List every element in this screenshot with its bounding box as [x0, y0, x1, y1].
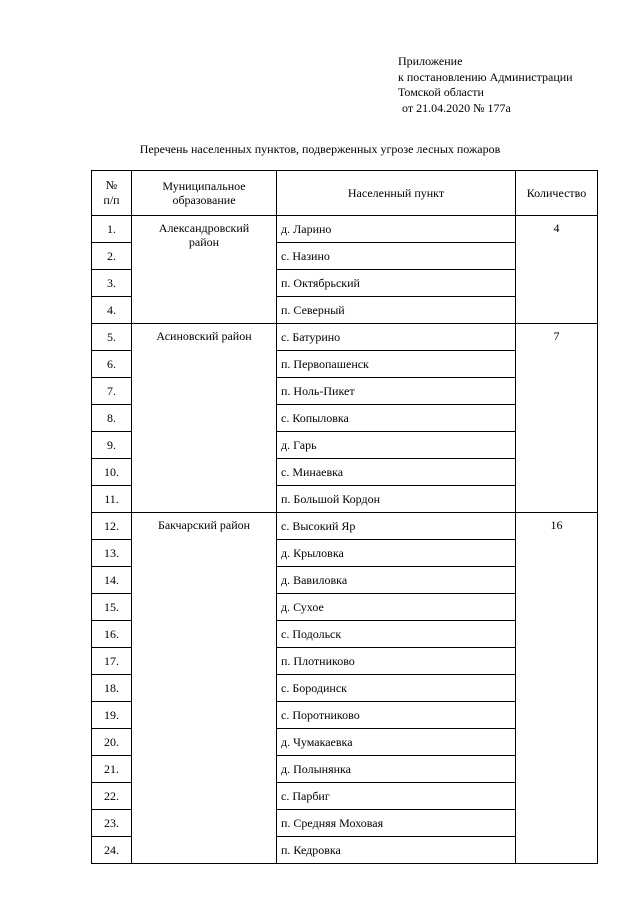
count-cell: 16: [516, 513, 598, 864]
row-number: 18.: [92, 675, 132, 702]
settlement-cell: с. Поротниково: [277, 702, 516, 729]
settlement-cell: д. Гарь: [277, 432, 516, 459]
row-number: 12.: [92, 513, 132, 540]
resolution-date: от 21.04.2020 № 177а: [402, 100, 511, 115]
row-number: 14.: [92, 567, 132, 594]
row-number: 21.: [92, 756, 132, 783]
row-number: 22.: [92, 783, 132, 810]
settlement-cell: д. Чумакаевка: [277, 729, 516, 756]
settlement-cell: п. Плотниково: [277, 648, 516, 675]
appendix-header: [398, 54, 573, 116]
settlements-table: [91, 170, 598, 864]
row-number: 5.: [92, 324, 132, 351]
appendix-label: Приложение: [398, 54, 463, 68]
row-number: 1.: [92, 216, 132, 243]
table-body: [92, 216, 598, 864]
row-number: 10.: [92, 459, 132, 486]
settlement-cell: п. Ноль-Пикет: [277, 378, 516, 405]
row-number: 13.: [92, 540, 132, 567]
settlement-cell: с. Подольск: [277, 621, 516, 648]
settlement-cell: д. Крыловка: [277, 540, 516, 567]
region-name: Томской области: [398, 85, 484, 99]
count-cell: 7: [516, 324, 598, 513]
row-number: 15.: [92, 594, 132, 621]
row-number: 4.: [92, 297, 132, 324]
settlement-cell: п. Средняя Моховая: [277, 810, 516, 837]
table-row: [92, 513, 598, 540]
row-number: 6.: [92, 351, 132, 378]
row-number: 16.: [92, 621, 132, 648]
row-number: 11.: [92, 486, 132, 513]
row-number: 24.: [92, 837, 132, 864]
header-municipality: Муниципальное образование: [132, 171, 277, 216]
settlement-cell: п. Кедровка: [277, 837, 516, 864]
table-header-row: [92, 171, 598, 216]
municipality-cell: Александровский район: [132, 216, 277, 324]
settlement-cell: д. Ларино: [277, 216, 516, 243]
row-number: 3.: [92, 270, 132, 297]
table-row: [92, 216, 598, 243]
settlement-cell: п. Большой Кордон: [277, 486, 516, 513]
settlement-cell: д. Полынянка: [277, 756, 516, 783]
document-title: Перечень населенных пунктов, подверженных угрозе лесных пожаров: [139, 142, 501, 156]
count-cell: 4: [516, 216, 598, 324]
settlement-cell: п. Северный: [277, 297, 516, 324]
settlement-cell: с. Бородинск: [277, 675, 516, 702]
row-number: 20.: [92, 729, 132, 756]
header-settlement: Населенный пункт: [277, 171, 516, 216]
settlement-cell: с. Высокий Яр: [277, 513, 516, 540]
table-row: [92, 324, 598, 351]
row-number: 2.: [92, 243, 132, 270]
row-number: 7.: [92, 378, 132, 405]
header-num: № п/п: [92, 171, 132, 216]
municipality-cell: Бакчарский район: [132, 513, 277, 864]
row-number: 9.: [92, 432, 132, 459]
row-number: 23.: [92, 810, 132, 837]
settlement-cell: с. Копыловка: [277, 405, 516, 432]
settlement-cell: с. Минаевка: [277, 459, 516, 486]
resolution-ref: к постановлению Администрации: [398, 69, 573, 84]
municipality-cell: Асиновский район: [132, 324, 277, 513]
settlement-cell: п. Октябрьский: [277, 270, 516, 297]
settlement-cell: с. Назино: [277, 243, 516, 270]
row-number: 17.: [92, 648, 132, 675]
settlement-cell: д. Сухое: [277, 594, 516, 621]
settlement-cell: с. Батурино: [277, 324, 516, 351]
settlement-cell: с. Парбиг: [277, 783, 516, 810]
settlement-cell: п. Первопашенск: [277, 351, 516, 378]
row-number: 8.: [92, 405, 132, 432]
header-count: Количество: [516, 171, 598, 216]
row-number: 19.: [92, 702, 132, 729]
settlement-cell: д. Вавиловка: [277, 567, 516, 594]
